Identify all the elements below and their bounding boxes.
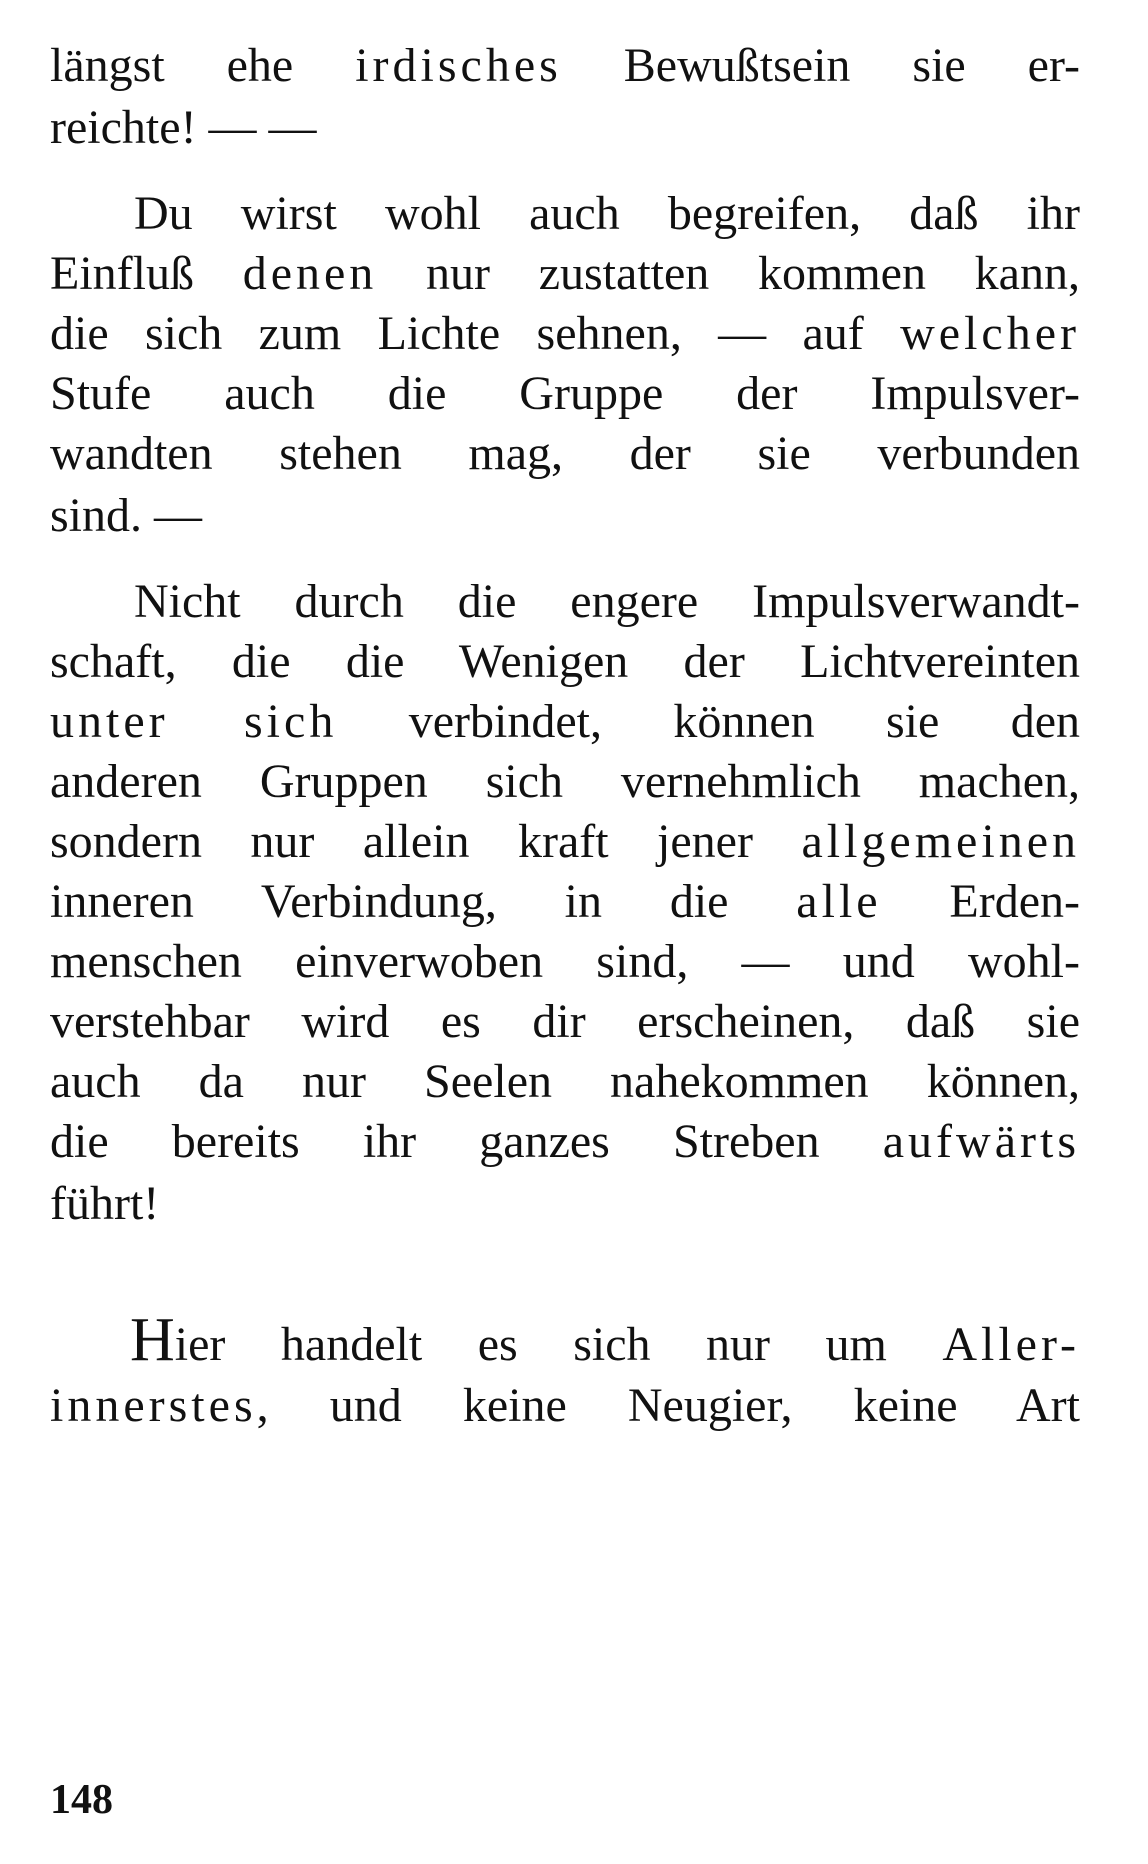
initial-letter: H bbox=[130, 1306, 175, 1374]
text-line: Stufe auch die Gruppe der Impulsver- bbox=[50, 367, 1080, 420]
text-line: Hier handelt es sich nur um Aller- bbox=[130, 1306, 1080, 1374]
text-line: anderen Gruppen sich vernehmlich machen, bbox=[50, 755, 1080, 808]
text-line: inneren Verbindung, in die alle Erden- bbox=[50, 875, 1080, 928]
text-line: Du wirst wohl auch begreifen, daß ihr bbox=[134, 187, 1080, 240]
text-line: verstehbar wird es dir erscheinen, daß sie bbox=[50, 995, 1080, 1048]
text-line: die sich zum Lichte sehnen, — auf welcher bbox=[50, 307, 1080, 360]
text-line: schaft, die die Wenigen der Lichtvereinten bbox=[50, 635, 1080, 688]
text-line: sondern nur allein kraft jener allgemeinen bbox=[50, 815, 1080, 868]
page-number: 148 bbox=[50, 1777, 113, 1823]
text-line: längst ehe irdisches Bewußtsein sie er- bbox=[50, 39, 1080, 92]
text-line: sind. — bbox=[50, 489, 203, 542]
book-page bbox=[50, 0, 1080, 1864]
text-line: die bereits ihr ganzes Streben aufwärts bbox=[50, 1115, 1080, 1168]
text-line: wandten stehen mag, der sie verbunden bbox=[50, 427, 1080, 480]
text-line: innerstes, und keine Neugier, keine Art bbox=[50, 1379, 1080, 1432]
text-line: unter sich verbindet, können sie den bbox=[50, 695, 1080, 748]
text-line: Nicht durch die engere Impulsverwandt- bbox=[134, 575, 1080, 628]
text-line: menschen einverwoben sind, — und wohl- bbox=[50, 935, 1080, 988]
text-line: führt! bbox=[50, 1177, 160, 1230]
text-line: auch da nur Seelen nahekommen können, bbox=[50, 1055, 1080, 1108]
text-line: reichte! — — bbox=[50, 101, 317, 154]
text-line: Einfluß denen nur zustatten kommen kann, bbox=[50, 247, 1080, 300]
